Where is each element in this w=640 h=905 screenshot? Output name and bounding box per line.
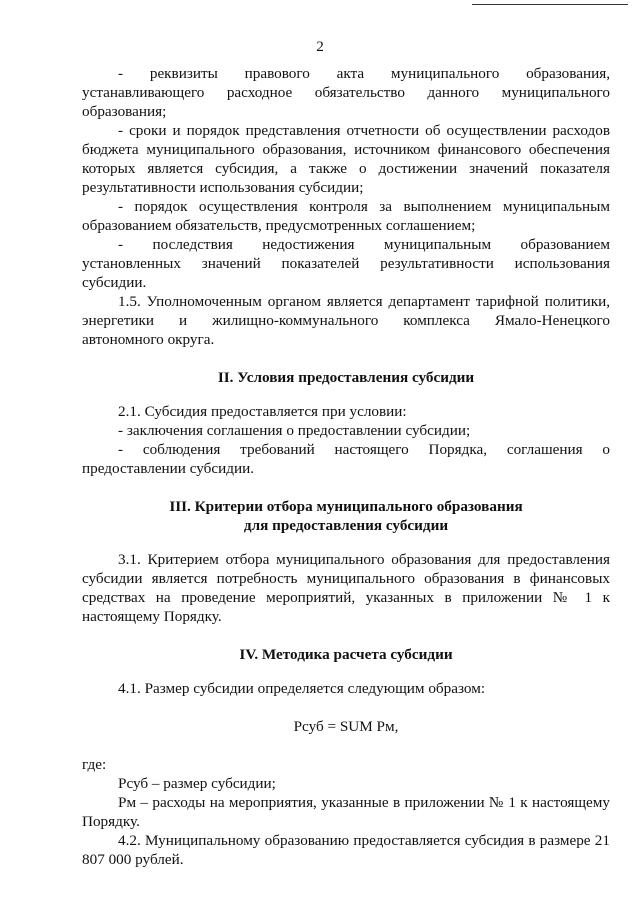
definition-r-sub: Рсуб – размер субсидии; xyxy=(118,775,276,792)
section-3-heading-line-1: III. Критерии отбора муниципального образования xyxy=(169,498,523,515)
list-item: - реквизиты правового акта муниципального образования, устанавливающего расходное обязательство данного муниципального образования; xyxy=(82,65,610,120)
top-rule xyxy=(472,4,628,5)
where-label: где: xyxy=(82,756,107,773)
section-4-heading: IV. Методика расчета субсидии xyxy=(239,646,453,663)
section-3-heading-line-2: для предоставления субсидии xyxy=(243,517,449,534)
list-item: - сроки и порядок представления отчетности об осуществлении расходов бюджета муниципального образования, источником финансового обеспечения которых является субсидия, а также о достижении значений показателя результативности использования субсидии; xyxy=(82,122,610,196)
page-number: 2 xyxy=(316,38,324,55)
paragraph-2-1: 2.1. Субсидия предоставляется при условии: xyxy=(118,403,407,420)
definition-r-m: Рм – расходы на мероприятия, указанные в приложении № 1 к настоящему Порядку. xyxy=(82,794,610,830)
paragraph-3-1: 3.1. Критерием отбора муниципального образования для предоставления субсидии является потребность муниципального образования в финансовых средствах на проведение мероприятий, указанных в приложении № 1 к настоящему Порядку. xyxy=(82,551,610,625)
document-body xyxy=(82,64,610,869)
list-item: - последствия недостижения муниципальным образованием установленных значений показателей результативности использования субсидии. xyxy=(82,236,610,291)
list-item: - порядок осуществления контроля за выполнением муниципальным образованием обязательств, предусмотренных соглашением; xyxy=(82,198,610,234)
list-item: - соблюдения требований настоящего Порядка, соглашения о предоставлении субсидии. xyxy=(82,441,610,477)
paragraph-1-5: 1.5. Уполномоченным органом является департамент тарифной политики, энергетики и жилищно-коммунального комплекса Ямало-Ненецкого автономного округа. xyxy=(82,293,610,348)
list-item: - заключения соглашения о предоставлении субсидии; xyxy=(118,422,471,439)
section-3-heading xyxy=(82,497,610,535)
paragraph-4-1: 4.1. Размер субсидии определяется следующим образом: xyxy=(118,680,486,697)
paragraph-4-2: 4.2. Муниципальному образованию предоставляется субсидия в размере 21 807 000 рублей. xyxy=(82,832,610,868)
section-2-heading: II. Условия предоставления субсидии xyxy=(217,369,475,386)
formula: Рсуб = SUM Рм, xyxy=(293,718,399,735)
